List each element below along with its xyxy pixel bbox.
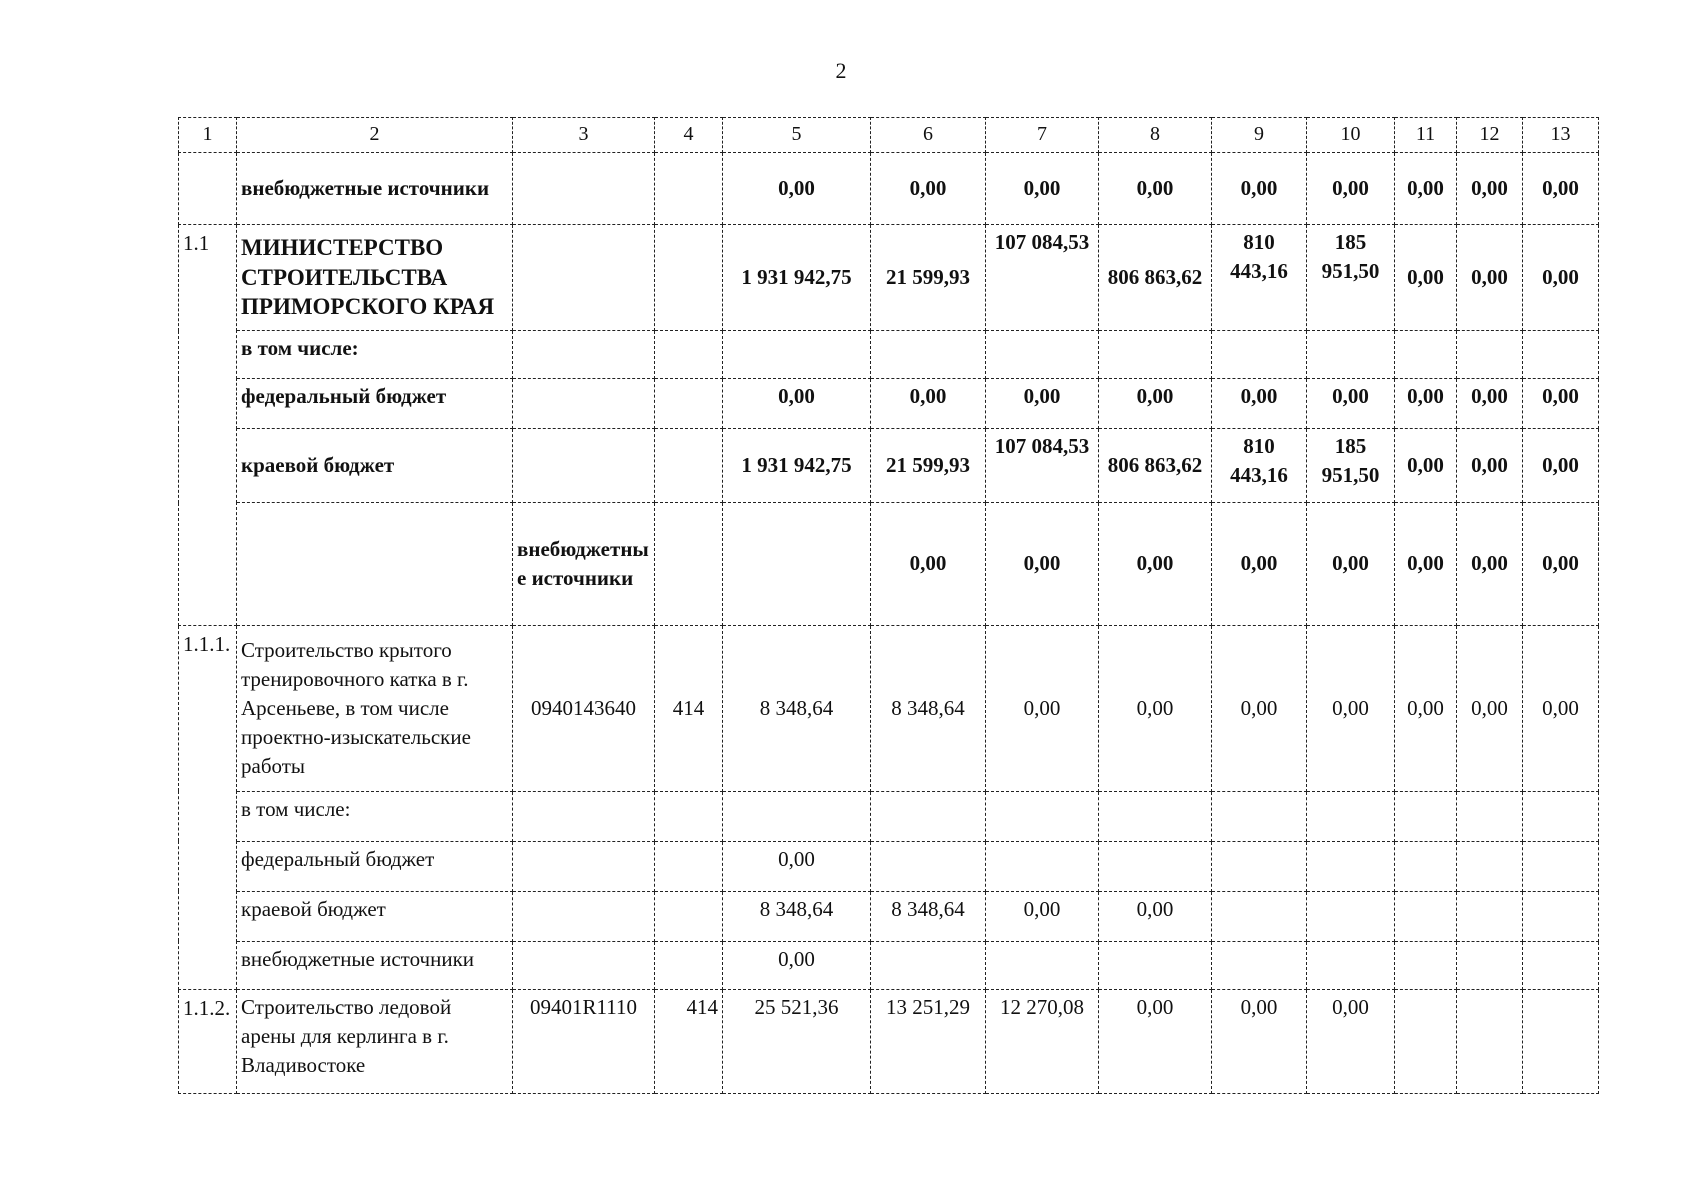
row-name: федеральный бюджет: [237, 841, 513, 891]
value-cell: 0,00: [986, 625, 1099, 791]
table-row: [179, 625, 1599, 791]
value-cell: [723, 331, 871, 379]
value-cell: [871, 841, 986, 891]
value-cell: 8 348,64: [871, 891, 986, 941]
header-cell: 2: [237, 118, 513, 153]
value-cell: [1523, 941, 1599, 989]
header-cell: 7: [986, 118, 1099, 153]
table-row: [179, 153, 1599, 225]
value-cell: 0,00: [1212, 989, 1307, 1093]
value-cell: [1523, 331, 1599, 379]
value-cell: 0,00: [871, 153, 986, 225]
row-code: 09401R1110: [513, 989, 655, 1093]
table-row: [179, 429, 1599, 503]
row-code: [655, 503, 723, 626]
row-name: внебюджетные источники: [513, 503, 655, 626]
value-cell: 0,00: [1099, 153, 1212, 225]
table-row: [179, 841, 1599, 891]
value-cell: 810 443,16: [1212, 429, 1307, 503]
value-cell: 0,00: [986, 153, 1099, 225]
value-cell: [986, 941, 1099, 989]
table-row: [179, 503, 1599, 626]
value-cell: [1099, 791, 1212, 841]
value-cell: [1523, 791, 1599, 841]
value-cell: 8 348,64: [723, 891, 871, 941]
budget-table: [178, 117, 1599, 1094]
row-name: федеральный бюджет: [237, 379, 513, 429]
value-cell: 21 599,93: [871, 225, 986, 331]
value-cell: [1212, 891, 1307, 941]
value-cell: [1523, 989, 1599, 1093]
value-cell: [1523, 891, 1599, 941]
value-cell: [1307, 331, 1395, 379]
row-code: 0940143640: [513, 625, 655, 791]
value-cell: 0,00: [1307, 379, 1395, 429]
value-cell: [723, 791, 871, 841]
header-cell: 9: [1212, 118, 1307, 153]
value-cell: 107 084,53: [986, 429, 1099, 503]
table-row: [179, 941, 1599, 989]
row-name: МИНИСТЕРСТВО СТРОИТЕЛЬСТВА ПРИМОРСКОГО КРАЯ: [237, 225, 513, 331]
value-cell: 8 348,64: [723, 625, 871, 791]
value-cell: [1395, 331, 1457, 379]
header-cell: 8: [1099, 118, 1212, 153]
row-code: [513, 791, 655, 841]
row-number: [237, 503, 513, 626]
value-cell: 0,00: [1523, 379, 1599, 429]
row-code: [513, 153, 655, 225]
header-cell: 13: [1523, 118, 1599, 153]
value-cell: [1395, 791, 1457, 841]
header-cell: 12: [1457, 118, 1523, 153]
row-code: [513, 379, 655, 429]
row-number: 1.1: [179, 225, 237, 626]
value-cell: [1457, 331, 1523, 379]
row-vr: [655, 841, 723, 891]
value-cell: [986, 841, 1099, 891]
value-cell: 0,00: [1212, 379, 1307, 429]
row-code: [513, 891, 655, 941]
header-cell: 6: [871, 118, 986, 153]
value-cell: [1099, 331, 1212, 379]
value-cell: 0,00: [1395, 379, 1457, 429]
value-cell: 0,00: [1212, 625, 1307, 791]
value-cell: 8 348,64: [871, 625, 986, 791]
value-cell: 0,00: [1395, 625, 1457, 791]
row-vr: [655, 379, 723, 429]
value-cell: [1523, 841, 1599, 891]
value-cell: [871, 331, 986, 379]
page-number: 2: [835, 58, 847, 83]
value-cell: 810 443,16: [1212, 225, 1307, 331]
row-vr: [655, 791, 723, 841]
value-cell: 0,00: [1099, 891, 1212, 941]
value-cell: 0,00: [1099, 989, 1212, 1093]
value-cell: 0,00: [986, 379, 1099, 429]
value-cell: 0,00: [1307, 989, 1395, 1093]
value-cell: [1457, 791, 1523, 841]
value-cell: 0,00: [1212, 503, 1307, 626]
value-cell: [1457, 941, 1523, 989]
value-cell: 0,00: [1307, 625, 1395, 791]
value-cell: 0,00: [1523, 625, 1599, 791]
value-cell: 0,00: [1457, 379, 1523, 429]
row-vr: 414: [655, 625, 723, 791]
value-cell: [1457, 841, 1523, 891]
row-name: краевой бюджет: [237, 429, 513, 503]
value-cell: [1307, 841, 1395, 891]
value-cell: 0,00: [1212, 153, 1307, 225]
table-row: [179, 891, 1599, 941]
row-number: 1.1.2.: [179, 989, 237, 1093]
row-vr: 414: [655, 989, 723, 1093]
value-cell: [1395, 941, 1457, 989]
row-name: внебюджетные источники: [237, 941, 513, 989]
table-row: [179, 331, 1599, 379]
value-cell: 0,00: [1457, 503, 1523, 626]
row-vr: [655, 331, 723, 379]
value-cell: 0,00: [1395, 429, 1457, 503]
table-row: [179, 989, 1599, 1093]
value-cell: 0,00: [1395, 225, 1457, 331]
row-name: внебюджетные источники: [237, 153, 513, 225]
value-cell: 0,00: [1099, 625, 1212, 791]
value-cell: [1099, 841, 1212, 891]
value-cell: 0,00: [1523, 503, 1599, 626]
value-cell: [871, 941, 986, 989]
value-cell: 185 951,50: [1307, 225, 1395, 331]
row-name: в том числе:: [237, 791, 513, 841]
value-cell: 806 863,62: [1099, 225, 1212, 331]
header-cell: 1: [179, 118, 237, 153]
header-cell: 3: [513, 118, 655, 153]
value-cell: 0,00: [986, 891, 1099, 941]
row-name: Строительство ледовой арены для керлинга в г. Владивостоке: [237, 989, 513, 1093]
value-cell: [1395, 989, 1457, 1093]
header-cell: 4: [655, 118, 723, 153]
row-vr: [655, 225, 723, 331]
value-cell: 21 599,93: [871, 429, 986, 503]
value-cell: [1099, 941, 1212, 989]
value-cell: 0,00: [1307, 153, 1395, 225]
value-cell: 0,00: [723, 379, 871, 429]
row-name: в том числе:: [237, 331, 513, 379]
value-cell: [1307, 891, 1395, 941]
value-cell: [1212, 841, 1307, 891]
value-cell: [1457, 891, 1523, 941]
row-vr: [723, 503, 871, 626]
row-code: [513, 841, 655, 891]
value-cell: 0,00: [723, 153, 871, 225]
value-cell: 0,00: [871, 503, 986, 626]
value-cell: [986, 331, 1099, 379]
row-vr: [655, 941, 723, 989]
row-number: [179, 153, 237, 225]
value-cell: 0,00: [1099, 379, 1212, 429]
value-cell: [1307, 941, 1395, 989]
row-name: краевой бюджет: [237, 891, 513, 941]
value-cell: [1395, 841, 1457, 891]
value-cell: 0,00: [1523, 225, 1599, 331]
header-cell: 11: [1395, 118, 1457, 153]
value-cell: [1307, 791, 1395, 841]
value-cell: 806 863,62: [1099, 429, 1212, 503]
row-vr: [655, 891, 723, 941]
value-cell: [1457, 989, 1523, 1093]
value-cell: 25 521,36: [723, 989, 871, 1093]
value-cell: 0,00: [1457, 225, 1523, 331]
header-cell: 10: [1307, 118, 1395, 153]
row-vr: [655, 429, 723, 503]
value-cell: 0,00: [1457, 153, 1523, 225]
value-cell: [871, 791, 986, 841]
value-cell: 0,00: [723, 941, 871, 989]
header-row: [179, 118, 1599, 153]
value-cell: 0,00: [871, 379, 986, 429]
value-cell: 185 951,50: [1307, 429, 1395, 503]
value-cell: 107 084,53: [986, 225, 1099, 331]
value-cell: [1212, 791, 1307, 841]
value-cell: 0,00: [986, 503, 1099, 626]
header-cell: 5: [723, 118, 871, 153]
value-cell: 1 931 942,75: [723, 225, 871, 331]
row-number: 1.1.1.: [179, 625, 237, 989]
value-cell: 0,00: [1395, 153, 1457, 225]
row-code: [513, 331, 655, 379]
row-vr: [655, 153, 723, 225]
value-cell: 0,00: [1457, 429, 1523, 503]
value-cell: 0,00: [1523, 153, 1599, 225]
row-code: [513, 225, 655, 331]
value-cell: 13 251,29: [871, 989, 986, 1093]
value-cell: 0,00: [1395, 503, 1457, 626]
value-cell: 0,00: [1457, 625, 1523, 791]
value-cell: [1212, 941, 1307, 989]
table-row: [179, 791, 1599, 841]
row-code: [513, 941, 655, 989]
value-cell: [1212, 331, 1307, 379]
value-cell: [986, 791, 1099, 841]
value-cell: [1395, 891, 1457, 941]
value-cell: 12 270,08: [986, 989, 1099, 1093]
row-code: [513, 429, 655, 503]
value-cell: 0,00: [1523, 429, 1599, 503]
table-row: [179, 379, 1599, 429]
value-cell: 0,00: [1099, 503, 1212, 626]
table-row: [179, 225, 1599, 331]
value-cell: 0,00: [723, 841, 871, 891]
row-name: Строительство крытого тренировочного катка в г. Арсеньеве, в том числе проектно-изыскательские работы: [237, 625, 513, 791]
value-cell: 0,00: [1307, 503, 1395, 626]
value-cell: 1 931 942,75: [723, 429, 871, 503]
